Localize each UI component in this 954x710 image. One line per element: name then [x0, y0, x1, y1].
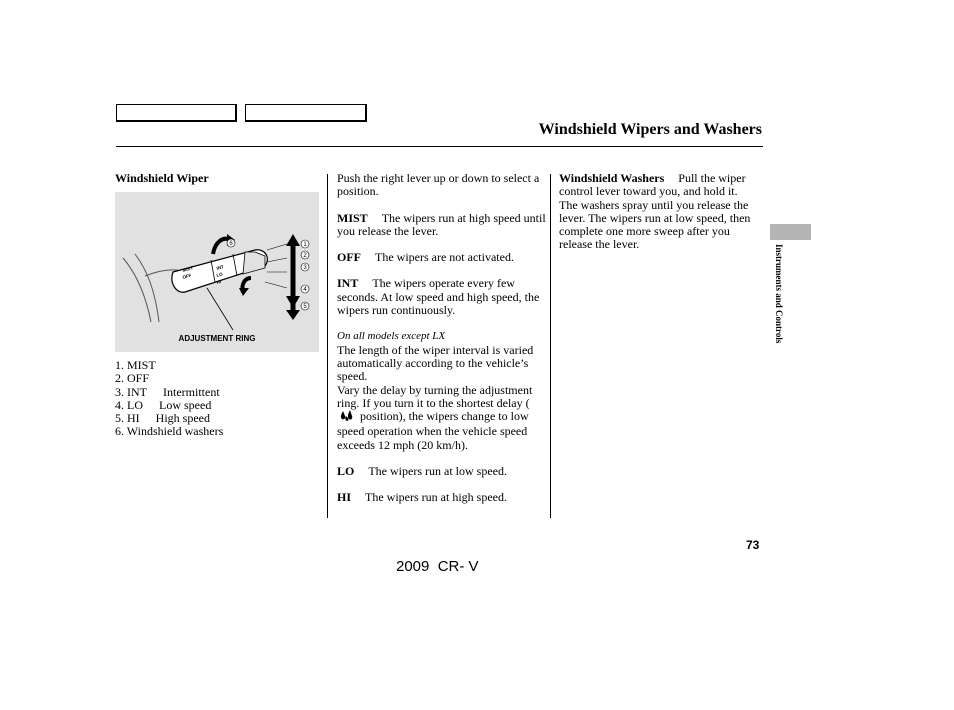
nav-button-previous[interactable] — [116, 104, 237, 122]
stalk-label-off: OFF — [181, 272, 192, 280]
stalk-label-mist: MIST — [181, 265, 194, 273]
section-tab-label: Instruments and Controls — [774, 244, 784, 344]
legend-item: 6. Windshield washers — [115, 424, 224, 439]
lo-description: LO The wipers run at low speed. — [337, 464, 507, 479]
stalk-label-int: INT — [215, 264, 225, 271]
legend-item: 2. OFF — [115, 371, 150, 386]
callout-2: 2 — [303, 253, 307, 259]
interval-text: The length of the wiper interval is varied automatically according to the vehicle’s speed. — [337, 342, 534, 384]
washers-description: Windshield Washers Pull the wiper control lever toward you, and hold it. The washers spray until you release the lever. The wipers run at low speed, then complete one more sweep after you release the lever. — [559, 171, 751, 252]
int-description: INT The wipers operate every few seconds. At low speed and high speed, the wipers run continuously. — [337, 276, 540, 318]
wiper-lever-illustration — [115, 192, 319, 352]
page-title: Windshield Wipers and Washers — [538, 121, 762, 138]
wiper-heading: Windshield Wiper — [115, 171, 209, 185]
title-divider — [116, 146, 763, 147]
column-divider — [327, 174, 328, 518]
model-note: On all models except LX — [337, 330, 446, 343]
callout-1: 1 — [303, 242, 307, 248]
callout-4: 4 — [303, 287, 307, 293]
wiper-position-legend — [115, 359, 223, 439]
column-divider — [550, 174, 551, 518]
adjustment-ring-caption: ADJUSTMENT RING — [178, 334, 256, 343]
legend-item: 1. MIST — [115, 358, 156, 372]
callout-5: 5 — [303, 304, 307, 310]
nav-button-next[interactable] — [245, 104, 367, 122]
stalk-label-lo: LO — [215, 271, 224, 278]
legend-item: 4. LO Low speed — [115, 397, 212, 412]
stalk-label-hi: HI — [215, 278, 222, 285]
legend-item: 5. HI High speed — [115, 411, 210, 426]
middle-column — [337, 172, 547, 505]
raindrops-icon — [339, 410, 355, 425]
right-column — [559, 172, 759, 252]
adjust-text: Vary the delay by turning the adjustment ring. If you turn it to the shortest delay ( position), the wipers change to low speed operation when the vehicle speed exceeds 12 mph (20 km/h). — [337, 382, 533, 452]
callout-3: 3 — [303, 265, 307, 271]
intro-text: Push the right lever up or down to select a position. — [337, 171, 540, 199]
legend-item: 3. INT Intermittent — [115, 384, 220, 399]
wiper-lever-figure — [115, 192, 319, 352]
footer-model: 2009 CR- V — [396, 558, 479, 575]
left-column — [115, 172, 325, 185]
hi-description: HI The wipers run at high speed. — [337, 490, 507, 505]
section-tab[interactable] — [770, 224, 811, 240]
mist-description: MIST The wipers run at high speed until you release the lever. — [337, 210, 546, 238]
off-description: OFF The wipers are not activated. — [337, 250, 514, 265]
callout-6: 6 — [229, 241, 233, 247]
page-number: 73 — [746, 538, 760, 552]
